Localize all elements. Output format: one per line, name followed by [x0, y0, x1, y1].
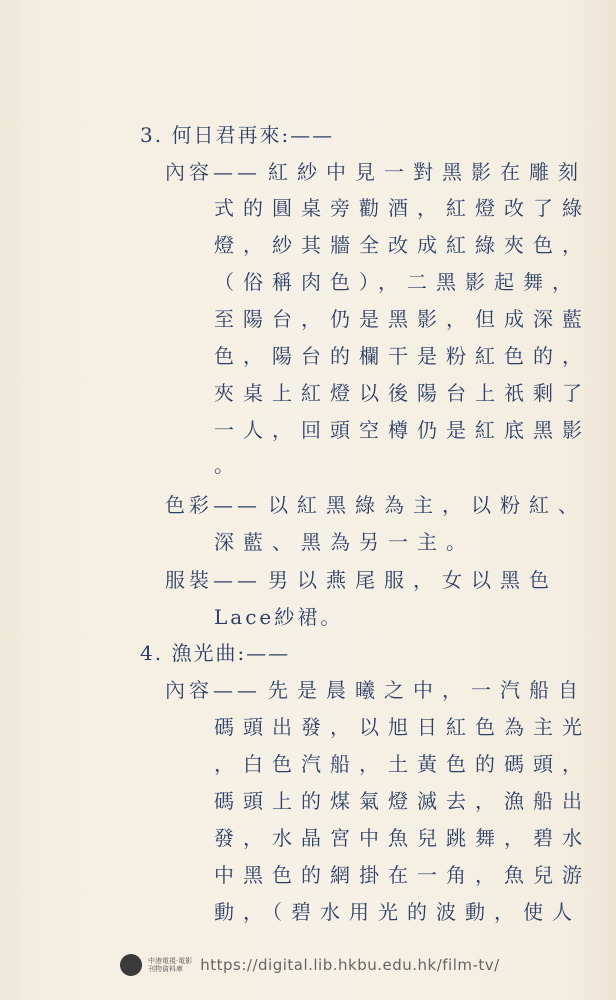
section-4-content-line: 碼頭上的煤氣燈滅去，漁船出: [214, 789, 591, 813]
section-4-content-label: 內容——: [165, 678, 261, 702]
section-3-content-line: 夾桌上紅燈以後陽台上祇剩了: [214, 381, 591, 405]
section-3-content-line: （俗稱肉色），二黑影起舞，: [214, 270, 581, 294]
section-3-content-line: 一人，回頭空樽仍是紅底黑影: [214, 418, 591, 442]
section-3-costume-line: 男以燕尾服，女以黑色: [268, 568, 558, 592]
section-3-heading: 3. 何日君再來:——: [140, 123, 335, 147]
section-3-color-line: 以紅黑綠為主，以粉紅、: [268, 493, 587, 517]
section-3-content-line: 紅紗中見一對黑影在雕刻: [268, 160, 587, 184]
section-3-color-label: 色彩——: [165, 493, 261, 517]
section-4-content-line: 發，水晶宮中魚兒跳舞，碧水: [214, 826, 591, 850]
section-4-heading: 4. 漁光曲:——: [140, 641, 291, 665]
section-3-color-line: 深藍、黑為另一主。: [214, 530, 475, 554]
library-logo-text: [148, 957, 192, 974]
section-3-content-line: 燈，紗其牆全改成紅綠夾色，: [214, 233, 591, 257]
section-4-content-line: 動，（碧水用光的波動，使人: [214, 900, 581, 924]
section-3-content-line: 式的圓桌旁勸酒，紅燈改了綠: [214, 196, 591, 220]
section-4-content-line: 先是晨曦之中，一汽船自: [268, 678, 587, 702]
section-3-content-label: 內容——: [165, 160, 261, 184]
library-watermark: [120, 950, 500, 980]
library-url[interactable]: https://digital.lib.hkbu.edu.hk/film-tv/: [200, 956, 500, 974]
section-3-content-line: 色，陽台的欄干是粉紅色的，: [214, 344, 591, 368]
section-4-content-line: ，白色汽船，土黃色的碼頭，: [214, 752, 591, 776]
logo-text-line1: 中港電視·電影: [148, 956, 193, 965]
section-4-content-line: 碼頭出發，以旭日紅色為主光: [214, 715, 591, 739]
section-3-costume-label: 服裝——: [165, 568, 261, 592]
section-3-content-line: 至陽台，仍是黑影，但成深藍: [214, 307, 591, 331]
section-4-content-line: 中黑色的網掛在一角，魚兒游: [214, 863, 591, 887]
library-logo-icon: [120, 954, 142, 976]
section-3-costume-line: Lace紗裙。: [214, 605, 344, 629]
logo-text-line2: 刊物資料庫: [148, 965, 183, 973]
section-3-content-line: 。: [214, 453, 243, 477]
